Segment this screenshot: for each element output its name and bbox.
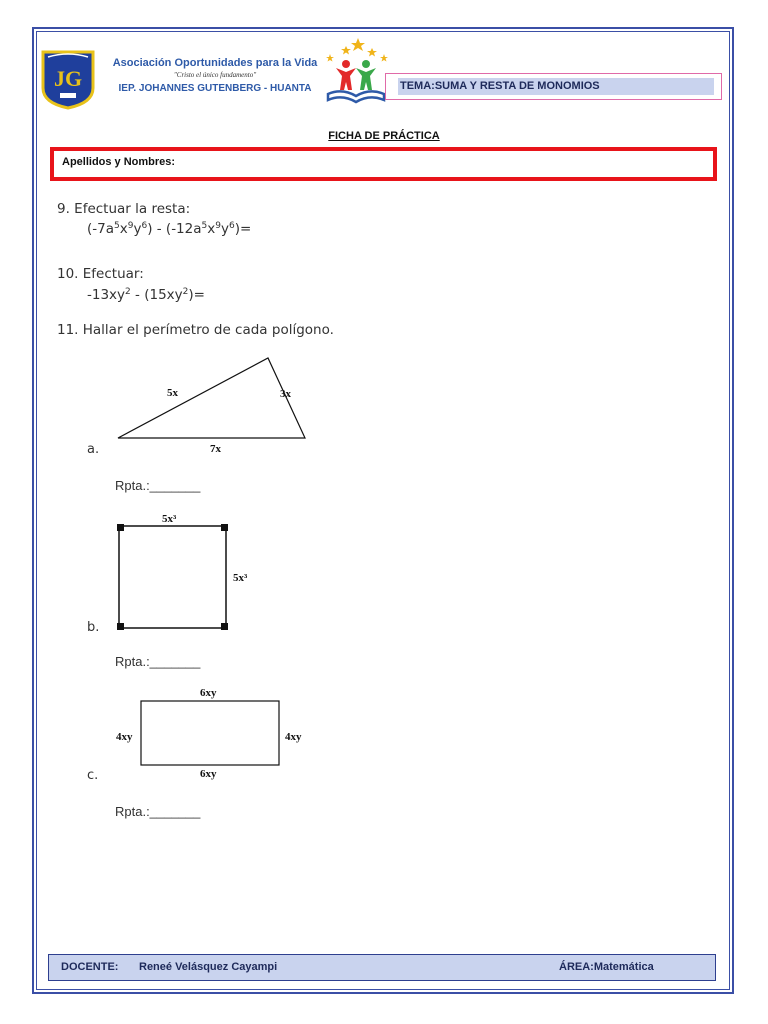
area-label: ÁREA:Matemática [559,961,654,973]
school-logo [40,48,96,110]
square-side-top: 5x³ [162,513,177,525]
figure-a-label: a. [87,442,100,457]
question-10-expression: $-13xy^2 - (15xy^2)=$ [87,287,205,303]
square-figure [112,506,262,638]
logo-initials: JG [53,66,83,91]
association-motto: "Cristo el único fundamento" [173,71,257,79]
docente-name: Reneé Velásquez Cayampi [139,961,278,973]
ficha-title: FICHA DE PRÁCTICA [328,130,440,142]
answer-b[interactable]: Rpta.:_______ [115,654,201,669]
triangle-figure [110,352,320,460]
figure-b-label: b. [87,620,100,635]
question-11-title: 11. Hallar el perímetro de cada polígono. [57,322,334,338]
square-side-right: 5x³ [233,572,248,584]
triangle-side-right: 3x [280,388,291,400]
rectangle-side-left: 4xy [116,731,133,743]
school-name: IEP. JOHANNES GUTENBERG - HUANTA [118,83,312,94]
question-10-title: 10. Efectuar: [57,266,144,282]
answer-c[interactable]: Rpta.:_______ [115,804,201,819]
tema-title: TEMA:SUMA Y RESTA DE MONOMIOS [398,78,714,95]
question-9-title: 9. Efectuar la resta: [57,201,191,217]
rectangle-side-top: 6xy [200,687,217,699]
docente-label: DOCENTE: [61,961,119,973]
triangle-side-left: 5x [167,387,178,399]
answer-a[interactable]: Rpta.:_______ [115,478,201,493]
figure-c-label: c. [87,768,99,783]
rectangle-figure [112,684,312,784]
association-name: Asociación Oportunidades para la Vida [112,57,318,69]
name-field-box[interactable] [50,147,717,181]
name-field-label: Apellidos y Nombres: [62,156,176,168]
triangle-side-bottom: 7x [210,443,221,455]
footer-bar [48,954,716,981]
rectangle-side-right: 4xy [285,731,302,743]
rectangle-side-bottom: 6xy [200,768,217,780]
question-9-expression: $(-7a^5x^9y^6) - (-12a^5x^9y^6)=$ [87,221,252,237]
association-block [110,57,320,94]
stars-book-logo [322,36,392,108]
